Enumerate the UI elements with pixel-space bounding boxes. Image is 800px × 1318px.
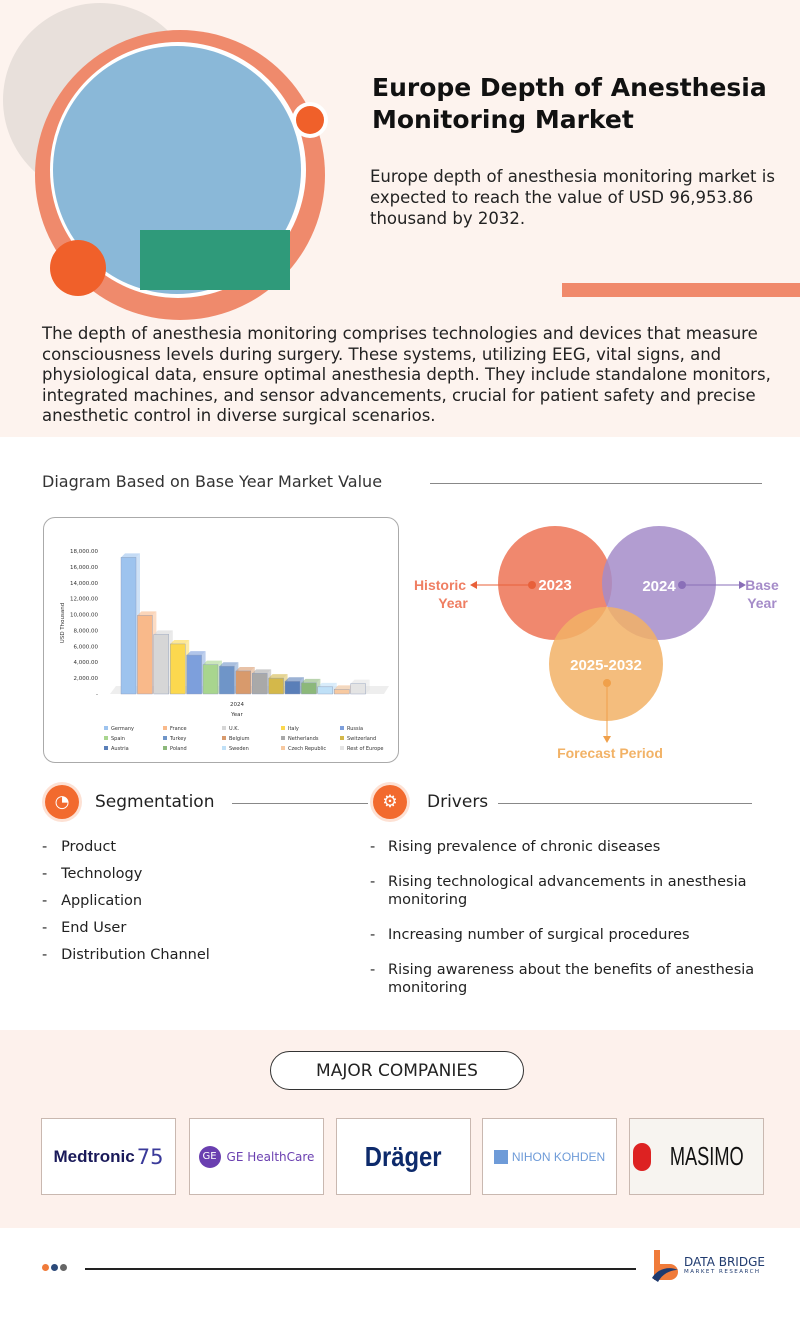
legend-label: Sweden	[229, 746, 249, 752]
legend-label: Rest of Europe	[347, 746, 384, 752]
y-tick-label: 12,000.00	[70, 596, 98, 603]
bar-spain	[203, 665, 218, 694]
gears-icon: ⚙	[373, 785, 407, 819]
bar-u-k-	[154, 634, 169, 694]
market-summary: Europe depth of anesthesia monitoring market is expected to reach the value of USD 96,953.86 thousand by 2032.	[370, 167, 775, 228]
masimo-logo: MASIMO	[629, 1118, 764, 1195]
legend-label: Italy	[288, 726, 299, 732]
base-year: 2024	[642, 578, 676, 595]
divider	[430, 483, 762, 484]
footer-line	[85, 1268, 636, 1270]
divider	[232, 803, 368, 804]
y-tick-label: 2,000.00	[73, 676, 98, 683]
y-tick-label: 4,000.00	[73, 660, 98, 667]
ge-healthcare-logo: GE GE HealthCare	[189, 1118, 324, 1195]
accent-bar	[562, 283, 800, 297]
legend-swatch	[281, 726, 285, 730]
segmentation-icon: ◔	[45, 785, 79, 819]
list-item: - Rising prevalence of chronic diseases	[370, 839, 661, 855]
drager-logo: Dräger	[336, 1118, 471, 1195]
legend-label: Poland	[170, 746, 187, 752]
list-item: - Rising awareness about the benefits of anesthesia monitoring	[370, 962, 755, 996]
bar-italy	[170, 644, 185, 694]
svg-text:Year: Year	[747, 595, 777, 611]
y-tick-label: 14,000.00	[70, 580, 98, 587]
list-item: - Increasing number of surgical procedures	[370, 927, 690, 943]
diagram-title: Diagram Based on Base Year Market Value	[42, 472, 383, 491]
segmentation-list	[42, 838, 210, 964]
y-tick-label: 16,000.00	[70, 564, 98, 571]
legend-swatch	[163, 726, 167, 730]
segmentation-title: Segmentation	[95, 792, 215, 812]
market-chart	[43, 517, 399, 763]
list-item: - Product	[42, 839, 117, 855]
bar-netherlands	[252, 673, 267, 694]
y-tick-label: 10,000.00	[70, 612, 98, 619]
major-companies-heading: MAJOR COMPANIES	[270, 1051, 524, 1090]
nihon-kohden-logo: NIHON KOHDEN	[482, 1118, 617, 1195]
bar-russia	[187, 655, 202, 694]
legend-swatch	[340, 736, 344, 740]
list-item: - End User	[42, 920, 127, 936]
list-item: - Technology	[42, 866, 143, 882]
historic-year: 2023	[538, 577, 572, 594]
y-tick-label: 6,000.00	[73, 644, 98, 651]
y-tick-label: 18,000.00	[70, 549, 98, 555]
legend-label: Belgium	[229, 736, 250, 742]
legend-swatch	[222, 746, 226, 750]
svg-text:Historic: Historic	[413, 577, 467, 593]
svg-text:Forecast Period: Forecast Period	[557, 745, 663, 761]
dots-icon	[42, 1264, 67, 1271]
legend-label: U.K.	[229, 726, 240, 732]
bar-poland	[301, 683, 316, 694]
bar-turkey	[219, 666, 234, 694]
bar-belgium	[236, 671, 251, 694]
y-axis-label: USD Thousand	[60, 602, 66, 644]
forecast-years: 2025-2032	[570, 657, 642, 674]
legend-swatch	[104, 726, 108, 730]
legend-swatch	[163, 746, 167, 750]
legend-swatch	[104, 736, 108, 740]
page-title: Europe Depth of Anesthesia Monitoring Market	[372, 73, 767, 134]
legend-swatch	[281, 746, 285, 750]
legend-label: Netherlands	[288, 736, 319, 742]
bar-france	[137, 615, 152, 694]
data-bridge-logo: DATA BRIDGE MARKET RESEARCH	[650, 1248, 765, 1282]
drivers-title: Drivers	[427, 792, 489, 812]
svg-text:Base: Base	[745, 577, 779, 593]
bar-austria	[285, 681, 300, 694]
divider	[498, 803, 752, 804]
legend-swatch	[104, 746, 108, 750]
bar-rest-of-europe	[351, 684, 366, 694]
legend-swatch	[340, 746, 344, 750]
legend-swatch	[281, 736, 285, 740]
drivers-list	[370, 838, 770, 997]
legend-swatch	[340, 726, 344, 730]
timeline-venn	[410, 520, 800, 770]
legend-label: Russia	[347, 726, 364, 732]
list-item: - Rising technological advancements in anesthesia monitoring	[370, 874, 747, 908]
market-description: The depth of anesthesia monitoring comprises technologies and devices that measure consciousness levels during surgery. These systems, utilizing EEG, vital signs, and physiological data, ensure optimal anesthesia depth. They include standalone monitors, integrated machines, and sensor advancements, crucial for patient safety and precise anesthetic control in diverse surgical scenarios.	[42, 324, 771, 425]
legend-label: Turkey	[170, 736, 187, 742]
legend-label: Switzerland	[347, 736, 377, 742]
legend-swatch	[222, 726, 226, 730]
legend-label: Austria	[111, 746, 129, 752]
legend-swatch	[222, 736, 226, 740]
x-tick-label: 2024	[230, 702, 244, 708]
y-tick-label: -	[96, 692, 98, 698]
legend-label: Spain	[111, 736, 125, 742]
legend-swatch	[163, 736, 167, 740]
bar-czech-republic	[334, 689, 349, 694]
svg-text:Year: Year	[438, 595, 468, 611]
hero-image	[0, 0, 360, 320]
legend-label: Czech Republic	[288, 746, 327, 752]
list-item: - Application	[42, 893, 143, 909]
legend-label: Germany	[111, 726, 134, 732]
medtronic-logo: Medtronic 75	[41, 1118, 176, 1195]
list-item: - Distribution Channel	[42, 947, 210, 963]
y-tick-label: 8,000.00	[73, 628, 98, 635]
bar-switzerland	[269, 678, 284, 694]
bar-sweden	[318, 687, 333, 694]
x-axis-label: Year	[231, 712, 243, 718]
legend-label: France	[170, 726, 187, 732]
bar-germany	[121, 557, 136, 694]
bar-chart	[44, 518, 400, 764]
